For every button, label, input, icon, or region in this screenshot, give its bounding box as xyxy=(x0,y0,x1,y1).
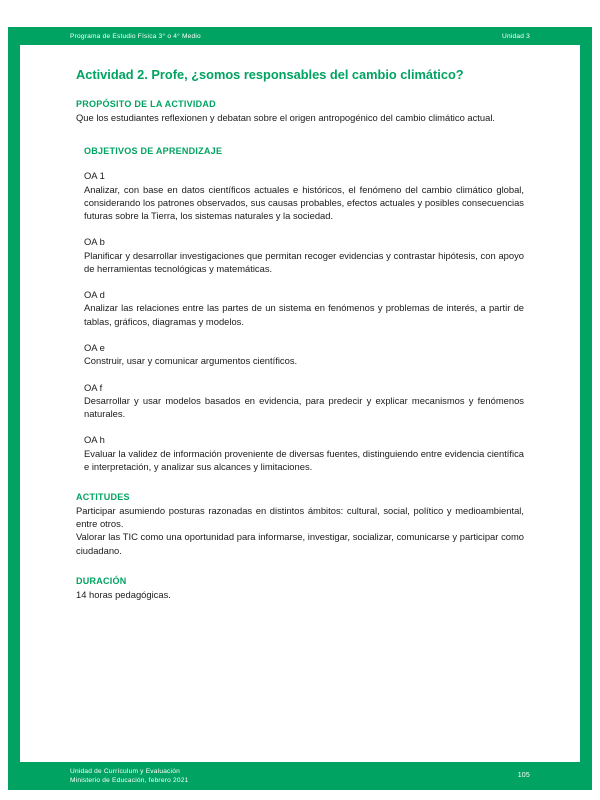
oa-item-e xyxy=(84,341,524,367)
oa-label: OA b xyxy=(84,236,105,248)
oa-label: OA e xyxy=(84,341,105,353)
oa-label: OA d xyxy=(84,289,105,301)
section-heading-proposito: PROPÓSITO DE LA ACTIVIDAD xyxy=(76,99,216,109)
oa-label: OA f xyxy=(84,381,103,393)
page-number: 105 xyxy=(517,772,530,780)
oa-text: Evaluar la validez de información proveniente de diversas fuentes, distinguiendo entre evidencia científica e interpretación, y analizar sus alcances y limitaciones. xyxy=(84,447,524,472)
proposito-text: Que los estudiantes reflexionen y debatan sobre el origen antropogénico del cambio climático actual. xyxy=(76,112,496,123)
right-border-bar xyxy=(580,27,592,790)
section-heading-objetivos: OBJETIVOS DE APRENDIZAJE xyxy=(84,146,223,157)
oa-text: Analizar, con base en datos científicos actuales e históricos, el fenómeno del cambio climático global, considerando los patrones observados, sus causas probables, efectos actuales y posibles consecuencias futuras sobre la Tierra, los sistemas naturales y la sociedad. xyxy=(84,183,524,221)
page-header xyxy=(8,27,592,45)
oa-text: Desarrollar y usar modelos basados en evidencia, para predecir y explicar mecanismos y fenómenos naturales. xyxy=(84,394,524,419)
page-footer xyxy=(8,762,592,790)
oa-item-h xyxy=(84,433,524,473)
oa-text: Planificar y desarrollar investigaciones que permitan recoger evidencias y contrastar hipótesis, con apoyo de herramientas tecnológicas y matemáticas. xyxy=(84,249,524,274)
actitudes-text-1: Participar asumiendo posturas razonadas en distintos ámbitos: cultural, social, político y medioambiental, entre otros. xyxy=(76,504,524,530)
section-heading-actitudes: ACTITUDES xyxy=(76,491,130,502)
oa-text: Analizar las relaciones entre las partes de un sistema en fenómenos y problemas de interés, a partir de tablas, gráficos, diagramas y modelos. xyxy=(84,302,524,327)
header-unit-label: Unidad 3 xyxy=(502,32,530,40)
oa-item-b xyxy=(84,235,524,275)
page-content xyxy=(76,45,524,601)
footer-line2: Ministerio de Educación, febrero 2021 xyxy=(70,777,189,784)
oa-label: OA h xyxy=(84,434,105,446)
actitudes-text-2: Valorar las TIC como una oportunidad para informarse, investigar, socializar, comunicarse y participar como ciudadano. xyxy=(76,531,524,556)
section-heading-duracion: DURACIÓN xyxy=(76,575,127,586)
duracion-text: 14 horas pedagógicas. xyxy=(76,588,171,600)
oa-text: Construir, usar y comunicar argumentos científicos. xyxy=(84,355,298,367)
footer-credits xyxy=(70,767,188,786)
oa-item-1 xyxy=(84,169,524,222)
oa-item-f xyxy=(84,381,524,421)
left-border-bar xyxy=(8,27,20,790)
header-program-title: Programa de Estudio Física 3° o 4° Medio xyxy=(70,32,201,40)
oa-label: OA 1 xyxy=(84,170,105,182)
objetivos-block xyxy=(84,146,524,473)
oa-item-d xyxy=(84,288,524,328)
footer-line1: Unidad de Currículum y Evaluación xyxy=(70,767,180,775)
activity-title: Actividad 2. Profe, ¿somos responsables del cambio climático? xyxy=(76,67,464,82)
